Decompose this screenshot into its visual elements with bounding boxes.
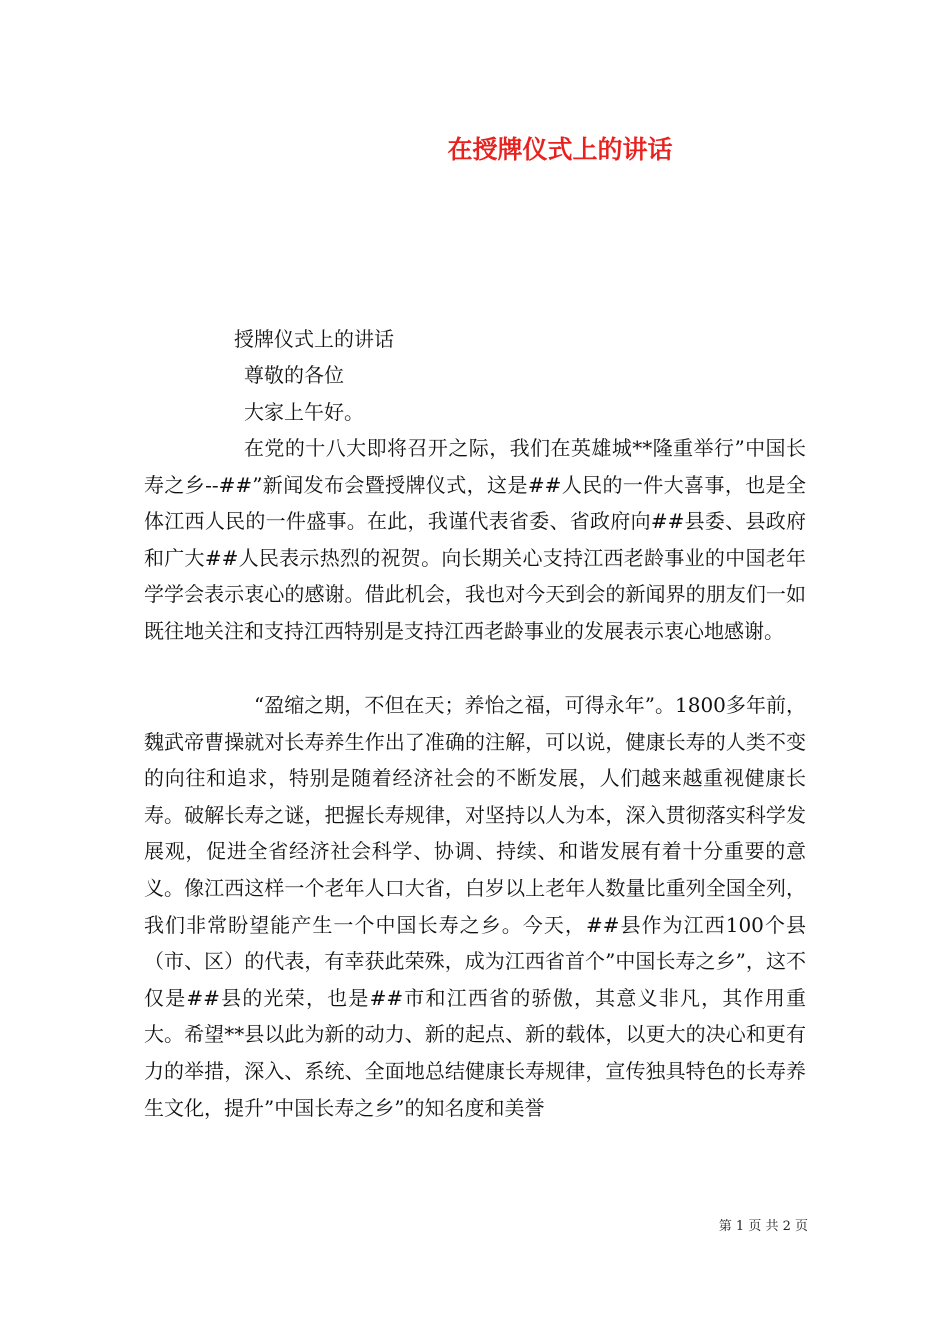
speech-subtitle: 授牌仪式上的讲话 (234, 327, 394, 351)
greeting-line-1: 尊敬的各位 (244, 363, 344, 387)
body-paragraph-1: 在党的十八大即将召开之际，我们在英雄城**隆重举行”中国长寿之乡--##”新闻发布会暨授牌仪式，这是##人民的一件大喜事，也是全体江西人民的一件盛事。在此，我谨代表省委、省政府向##县委、县政府和广大##人民表示热烈的祝贺。向长期关心支持江西老龄事业的中国老年学学会表示衷心的感谢。借此机会，我也对今天到会的新闻界的朋友们一如既往地关注和支持江西特别是支持江西老龄事业的发展表示衷心地感谢。 (144, 436, 806, 643)
document-title: 在授牌仪式上的讲话 (447, 135, 673, 164)
body-paragraph-2: “盈缩之期，不但在天；养怡之福，可得永年”。1800多年前，魏武帝曹操就对长寿养生作出了准确的注解，可以说，健康长寿的人类不变的向往和追求，特别是随着经济社会的不断发展，人们越来越重视健康长寿。破解长寿之谜，把握长寿规律，对坚持以人为本，深入贯彻落实科学发展观，促进全省经济社会科学、协调、持续、和谐发展有着十分重要的意义。像江西这样一个老年人口大省，白岁以上老年人数量比重列全国全列，我们非常盼望能产生一个中国长寿之乡。今天，##县作为江西100个县（市、区）的代表，有幸获此荣殊，成为江西省首个”中国长寿之乡”，这不仅是##县的光荣，也是##市和江西省的骄傲，其意义非凡，其作用重大。希望**县以此为新的动力、新的起点、新的载体，以更大的决心和更有力的举措，深入、系统、全面地总结健康长寿规律，宣传独具特色的长寿养生文化，提升”中国长寿之乡”的知名度和美誉 (144, 693, 806, 1120)
page-number-footer: 第 1 页 共 2 页 (718, 1219, 808, 1234)
greeting-line-2: 大家上午好。 (244, 400, 364, 424)
